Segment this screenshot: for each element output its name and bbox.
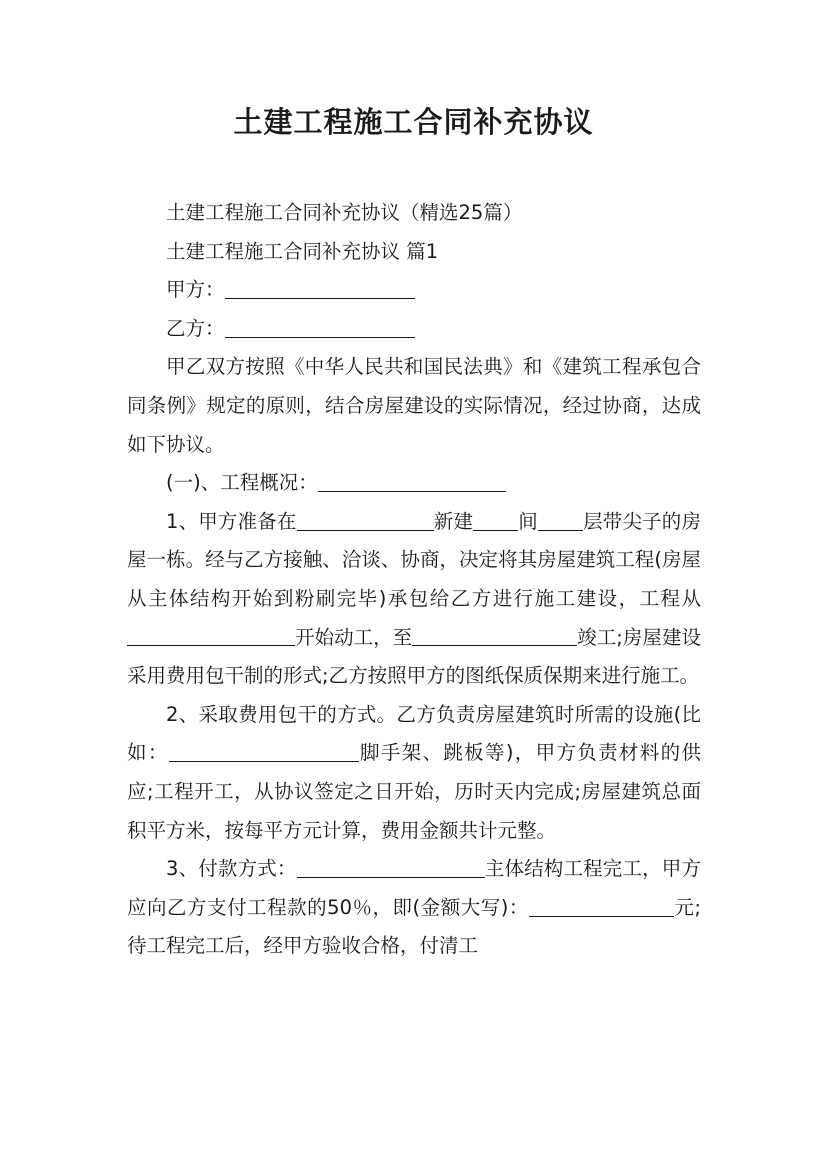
clause-1-text-f: 竣工;房屋建设采用费用包干制的形式;乙方按照甲方的图纸保质保期来进行施工。 [127,625,701,688]
clause-3 [127,850,701,966]
location-blank [297,509,434,530]
clause-2 [127,696,701,850]
rooms-blank [473,509,518,530]
facilities-blank [169,741,359,762]
party-a-line [127,271,701,310]
clause-3-text-a: 3、付款方式： [166,857,297,881]
overview-label: (一)、工程概况： [166,471,318,495]
floors-blank [538,509,583,530]
payment-blank [297,857,485,878]
end-date-blank [412,625,577,646]
document-title: 土建工程施工合同补充协议 [233,105,594,139]
party-a-label: 甲方： [166,278,225,302]
overview-blank [318,471,506,492]
section-heading: 土建工程施工合同补充协议 篇1 [166,239,439,263]
document-body [127,194,701,966]
clause-1-text-b: 新建 [433,509,474,533]
start-date-blank [127,625,295,646]
clause-3-text-b: 主体结构工程完工，甲方应向乙方支付工程款的50％，即(金额大写)： [127,857,701,919]
clause-1-text-c: 间 [518,509,538,533]
intro-paragraph: 甲乙双方按照《中华人民共和国民法典》和《建筑工程承包合同条例》规定的原则，结合房屋建设的实际情况，经过协商，达成如下协议。 [127,355,701,456]
clause-2-text-a: 2、采取费用包干的方式。乙方负责房屋建筑时所需的设施(比如： [127,702,701,765]
party-b-label: 乙方： [166,316,225,340]
clause-1-text-a: 1、甲方准备在 [166,509,297,533]
clause-3-text-c: 元;待工程完工后，经甲方验收合格，付清工 [127,895,701,958]
party-b-line [127,310,701,349]
amount-blank [529,895,674,916]
party-b-blank [225,316,415,337]
clause-2-text-b: 脚手架、跳板等)，甲方负责材料的供应;工程开工，从协议签定之日开始，历时天内完成;房屋建筑总面积平方米，按每平方元计算，费用金额共计元整。 [127,741,701,842]
party-a-blank [225,278,415,299]
overview-line [127,464,701,503]
clause-1-text-e: 开始动工，至 [295,625,413,649]
subtitle: 土建工程施工合同补充协议（精选25篇） [166,201,523,224]
clause-1-text-d: 层带尖子的房屋一栋。经与乙方接触、洽谈、协商，决定将其房屋建筑工程(房屋从主体结构开始到粉刷完毕)承包给乙方进行施工建设，工程从 [127,509,701,610]
clause-1 [127,503,701,696]
